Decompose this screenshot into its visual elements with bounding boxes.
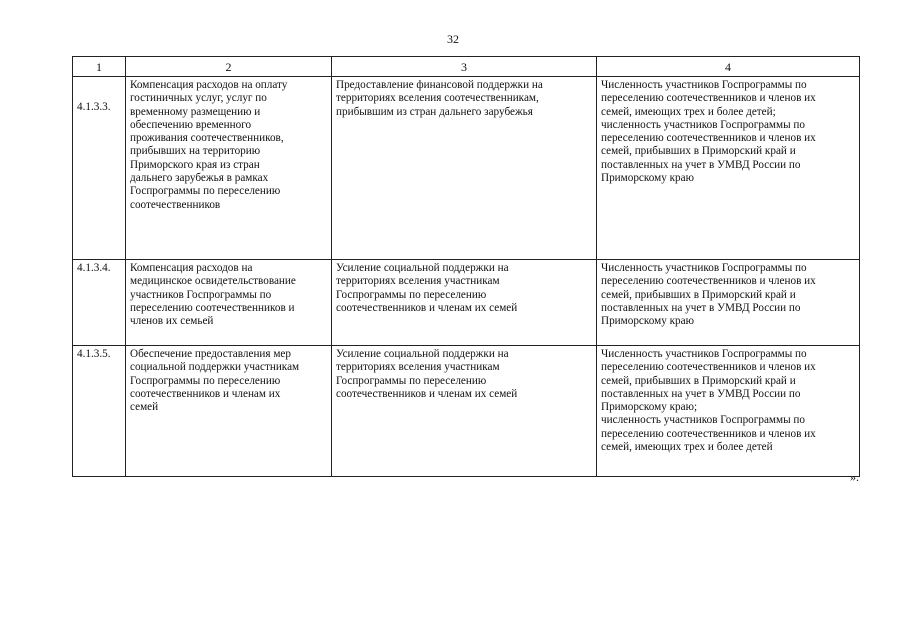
row-number [73,346,126,477]
measure-goal-text: Предоставление финансовой поддержки на территориях вселения соотечественникам, прибывшим из стран дальнего зарубежья [336,79,543,118]
measure-goal-cell [332,260,597,346]
program-measures-table [72,56,860,477]
table-row [73,346,860,477]
measure-goal-cell [332,77,597,260]
header-col-3: 3 [332,57,597,77]
measure-name-cell [126,346,332,477]
measure-name-text: Компенсация расходов на оплату гостиничных услуг, услуг по временному размещению и обеспечению временного проживания соотечественников, прибывших на территорию Приморского края из стран дальнего зарубежья в рамках Госпрограммы по переселению соотечественников [130,79,288,211]
indicator-text: Численность участников Госпрограммы по переселению соотечественников и членов их семей, прибывших в Приморский край и поставленных на учет в УМВД России по Приморскому краю [601,262,816,328]
measure-name-cell [126,260,332,346]
table-row [73,77,860,260]
row-number-text: 4.1.3.4. [77,262,111,274]
row-number-text: 4.1.3.3. [77,101,111,113]
header-col-4: 4 [597,57,860,77]
measure-name-text: Компенсация расходов на медицинское освидетельствование участников Госпрограммы по переселению соотечественников и членов их семьей [130,262,296,328]
indicator-text: Численность участников Госпрограммы по переселению соотечественников и членов их семей, прибывших в Приморский край и поставленных на учет в УМВД России по Приморскому краю; численность участников Госпрограммы по переселению соотечественников и членов их семей, имеющих трех и более детей [601,348,816,454]
row-number [73,260,126,346]
indicator-cell [597,346,860,477]
header-col-2: 2 [126,57,332,77]
measure-goal-text: Усиление социальной поддержки на территориях вселения участникам Госпрограммы по переселению соотечественников и членам их семей [336,262,518,314]
row-number [73,77,126,260]
measure-goal-text: Усиление социальной поддержки на территориях вселения участникам Госпрограммы по переселению соотечественников и членам их семей [336,348,518,400]
row-number-text: 4.1.3.5. [77,348,111,360]
table-header-row [73,57,860,77]
header-col-1: 1 [73,57,126,77]
measure-name-cell [126,77,332,260]
indicator-cell [597,77,860,260]
closing-quote-mark: ». [850,470,859,484]
indicator-text: Численность участников Госпрограммы по переселению соотечественников и членов их семей, имеющих трех и более детей; численность участников Госпрограммы по переселению соотечественников и членов их семей, прибывших в Приморский край и поставленных на учет в УМВД России по Приморскому краю [601,79,816,185]
page-number: 32 [447,32,459,46]
indicator-cell [597,260,860,346]
measure-name-text: Обеспечение предоставления мер социальной поддержки участникам Госпрограммы по переселению соотечественников и членам их семей [130,348,300,414]
measure-goal-cell [332,346,597,477]
table-row [73,260,860,346]
